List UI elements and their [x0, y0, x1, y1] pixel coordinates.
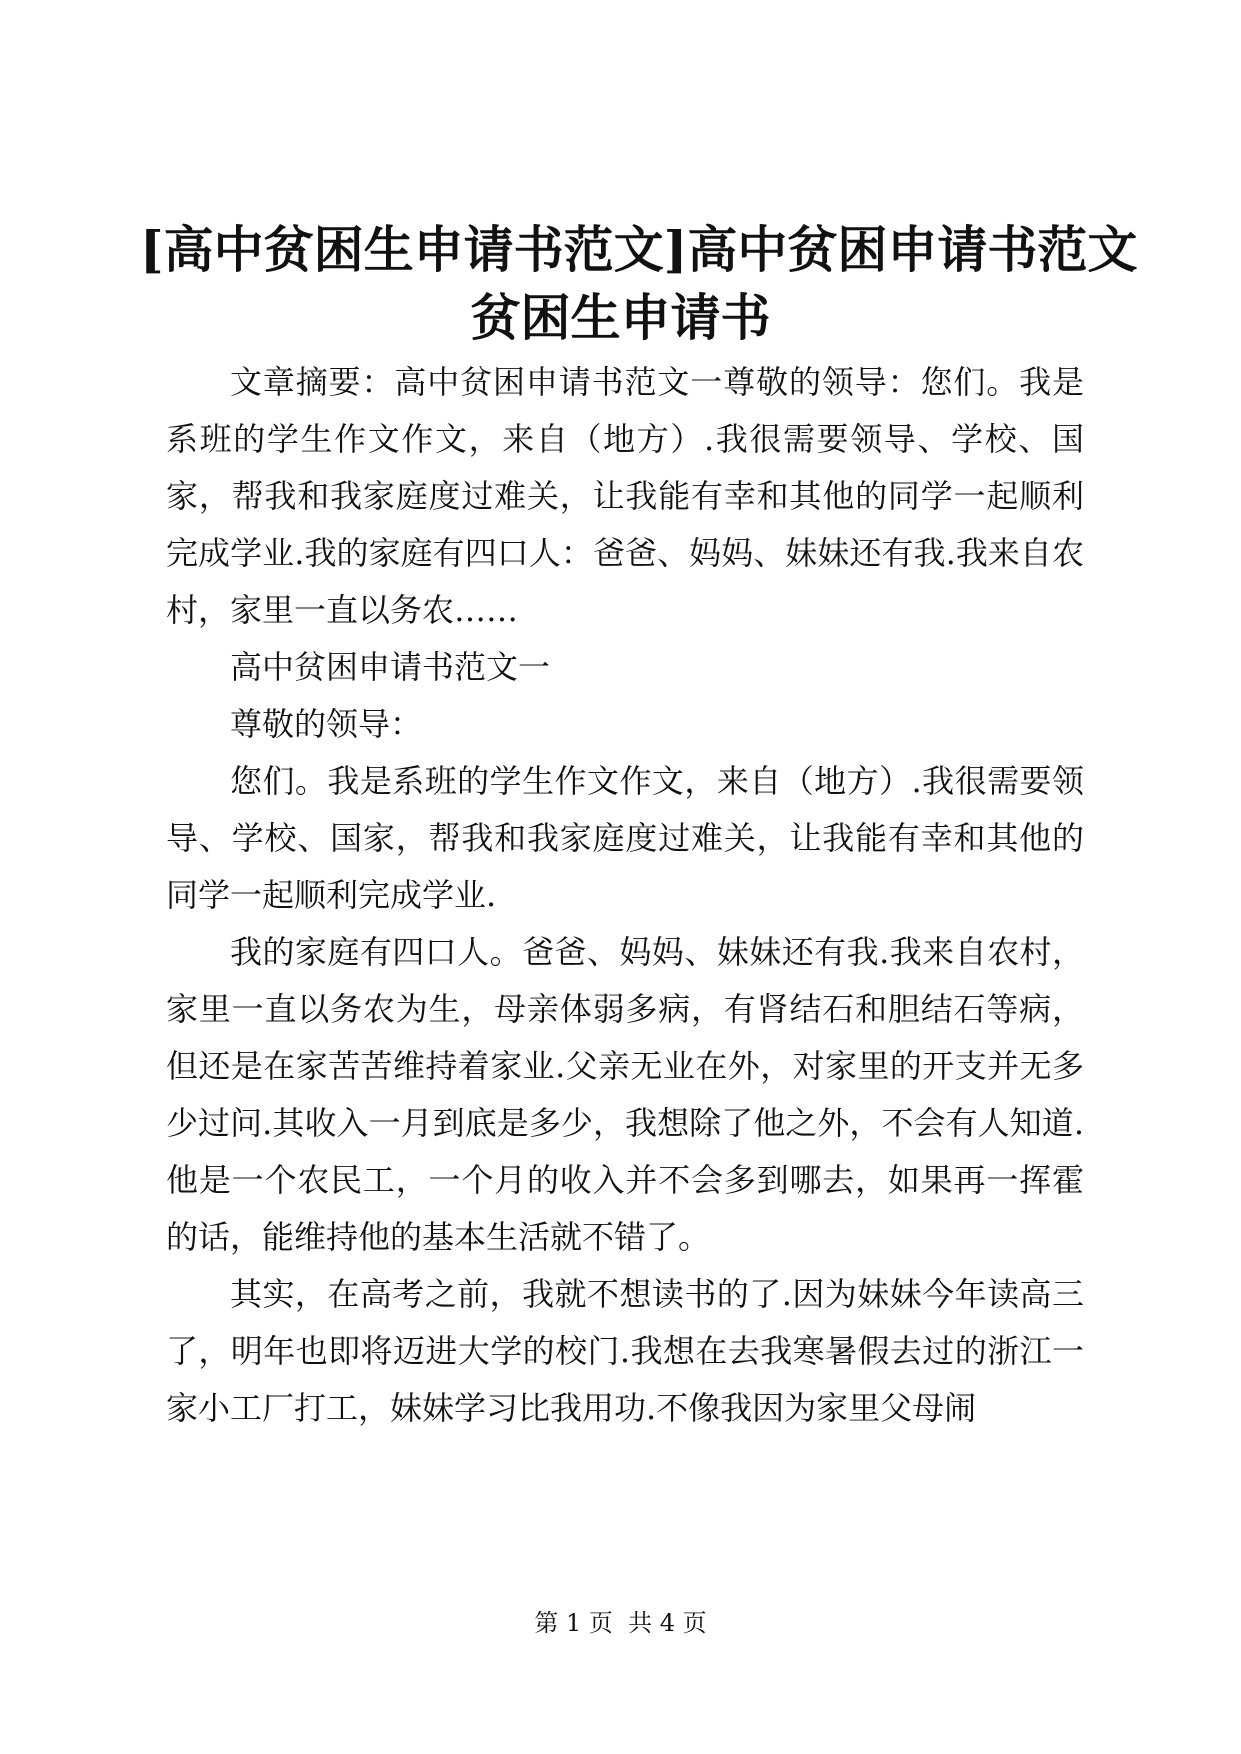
body-paragraph: 其实，在高考之前，我就不想读书的了.因为妹妹今年读高三了，明年也即将迈进大学的校门.我想在去我寒暑假去过的浙江一家小工厂打工，妹妹学习比我用功.不像我因为家里父母闹: [166, 1275, 1084, 1427]
page-footer: [0, 1608, 1241, 1638]
abstract-paragraph: 文章摘要：高中贫困申请书范文一尊敬的领导：您们。我是系班的学生作文作文，来自（地方）.我很需要领导、学校、国家，帮我和我家庭度过难关，让我能有幸和其他的同学一起顺利完成学业.我的家庭有四口人：爸爸、妈妈、妹妹还有我.我来自农村，家里一直以务农……: [166, 363, 1084, 629]
body-paragraph: 您们。我是系班的学生作文作文，来自（地方）.我很需要领导、学校、国家，帮我和我家庭度过难关，让我能有幸和其他的同学一起顺利完成学业.: [166, 762, 1084, 914]
title-line-2: 贫困生申请书: [470, 288, 771, 347]
title-line-1: [高中贫困生申请书范文]高中贫困申请书范文: [140, 220, 1138, 279]
page-number: 第 1 页 共 4 页: [534, 1609, 707, 1637]
document-body: [166, 354, 1084, 1437]
body-paragraph: 我的家庭有四口人。爸爸、妈妈、妹妹还有我.我来自农村，家里一直以务农为生，母亲体弱多病，有肾结石和胆结石等病，但还是在家苦苦维持着家业.父亲无业在外，对家里的开支并无多少过问.其收入一月到底是多少，我想除了他之外，不会有人知道.他是一个农民工，一个月的收入并不会多到哪去，如果再一挥霍的话，能维持他的基本生活就不错了。: [166, 933, 1084, 1256]
section-heading: 高中贫困申请书范文一: [230, 648, 551, 686]
document-title: [140, 216, 1138, 352]
salutation: 尊敬的领导：: [230, 705, 423, 743]
